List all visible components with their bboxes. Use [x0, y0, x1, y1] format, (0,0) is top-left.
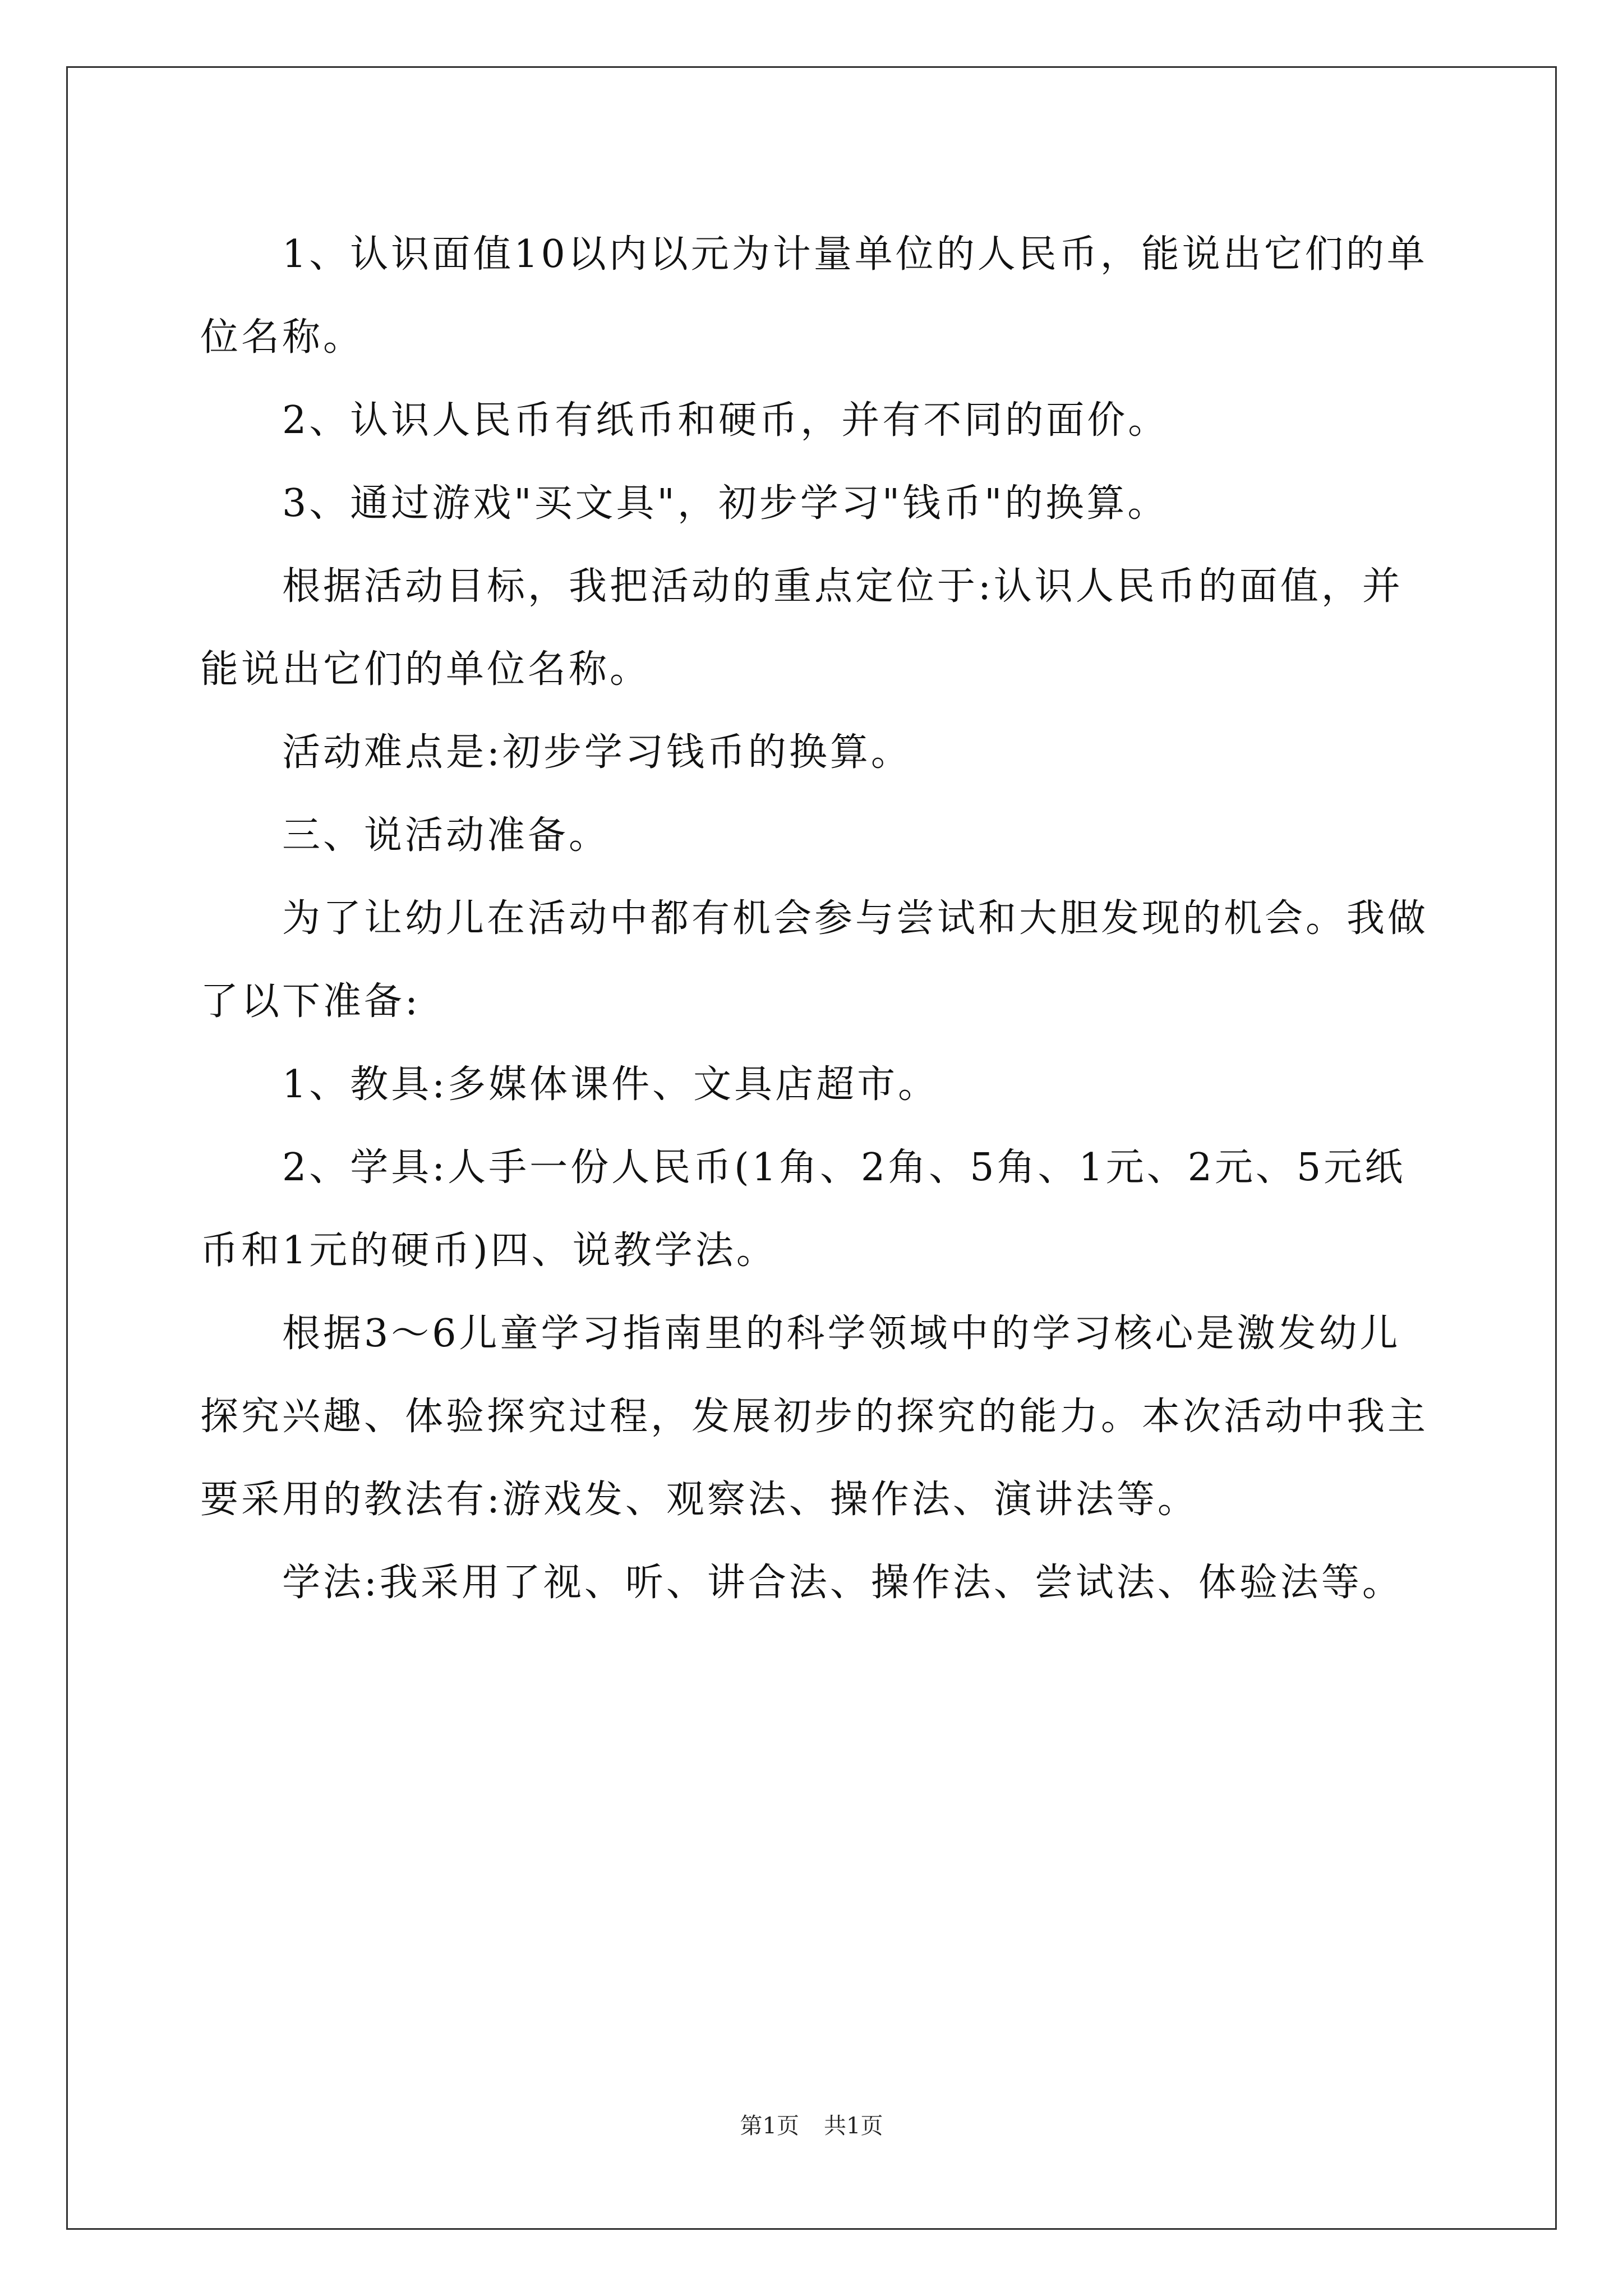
page-number-current: 第1页	[740, 2113, 799, 2139]
paragraph-learning-aids: 2、学具:人手一份人民币(1角、2角、5角、1元、2元、5元纸币和1元的硬币)四、说教学法。	[200, 1145, 1406, 1273]
paragraph-learning-method: 学法:我采用了视、听、讲合法、操作法、尝试法、体验法等。	[282, 1561, 1403, 1605]
paragraph-teaching-method: 根据3～6儿童学习指南里的科学领域中的学习核心是激发幼儿探究兴趣、体验探究过程，发展初步的探究的能力。本次活动中我主要采用的教法有:游戏发、观察法、操作法、演讲法等。	[200, 1312, 1429, 1522]
paragraph-difficulty: 活动难点是:初步学习钱币的换算。	[282, 730, 912, 775]
paragraph-goal-3: 3、通过游戏"买文具"，初步学习"钱币"的换算。	[282, 481, 1169, 526]
paragraph-goal-1: 1、认识面值10以内以元为计量单位的人民币，能说出它们的单位名称。	[200, 232, 1428, 360]
paragraph-goal-2: 2、认识人民币有纸币和硬币，并有不同的面价。	[282, 398, 1169, 443]
document-body	[200, 213, 1428, 1625]
section-heading-preparation: 三、说活动准备。	[282, 813, 610, 858]
page-number-total: 共1页	[824, 2113, 883, 2139]
paragraph-key-point: 根据活动目标，我把活动的重点定位于:认识人民币的面值，并能说出它们的单位名称。	[200, 564, 1403, 692]
paragraph-preparation-intro: 为了让幼儿在活动中都有机会参与尝试和大胆发现的机会。我做了以下准备:	[200, 896, 1429, 1024]
paragraph-teaching-aids: 1、教具:多媒体课件、文具店超市。	[282, 1062, 939, 1107]
page-footer	[0, 2109, 1623, 2143]
